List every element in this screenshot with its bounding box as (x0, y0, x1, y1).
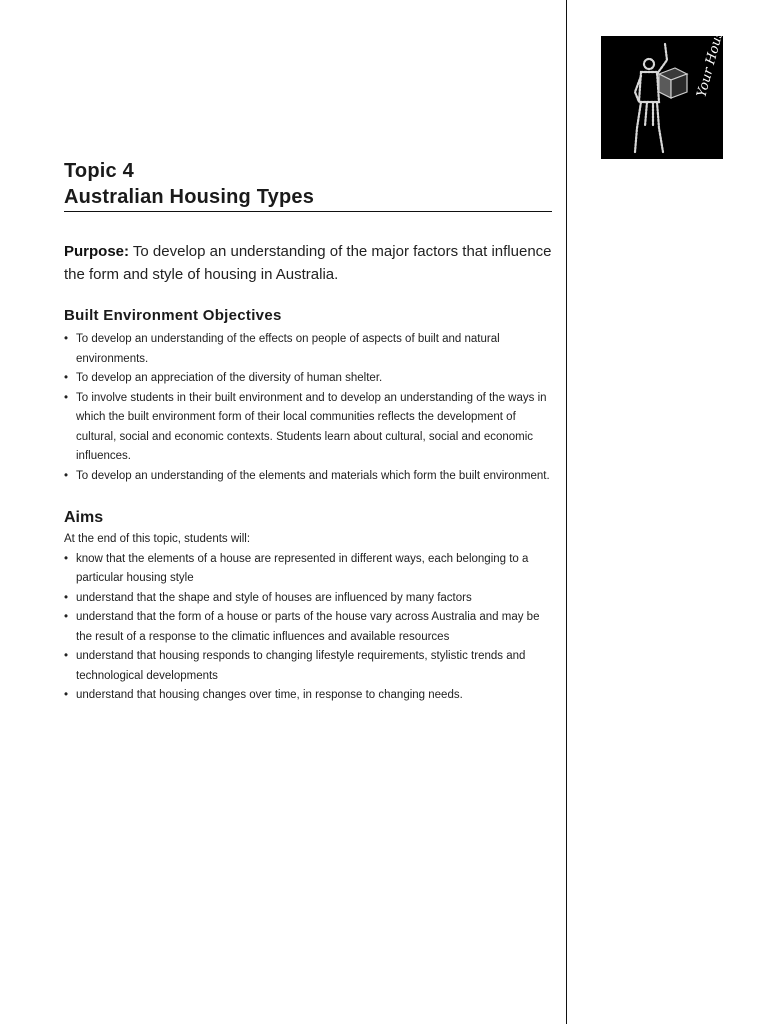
bullet-glyph: • (64, 689, 69, 701)
objective-item (64, 330, 552, 369)
aims-intro: At the end of this topic, students will: (64, 533, 251, 545)
bullet-glyph: • (64, 391, 69, 404)
objective-text: To develop an appreciation of the diversity of human shelter. (76, 372, 383, 384)
bullet-glyph: • (64, 650, 69, 662)
objective-text: To develop an understanding of the effects on people of aspects of built and natural environments. (76, 333, 500, 365)
aim-text: understand that the form of a house or parts of the house vary across Australia and may be the result of a response to the climatic influences and available resources (76, 611, 540, 643)
aims-heading: Aims (64, 509, 104, 526)
logo-text: Your House (694, 21, 729, 100)
aim-item (64, 647, 552, 686)
aims-list (64, 550, 552, 706)
aim-item (64, 589, 552, 609)
main-content (64, 158, 552, 706)
objective-text: To involve students in their built environment and to develop an understanding of the ways in which the built environment form of their local communities reflects the development of cultural, social and economic contexts. Students learn about cultural, social and economic influences. (76, 391, 547, 462)
bullet-glyph: • (64, 552, 69, 565)
bullet-glyph: • (64, 372, 69, 384)
bullet-glyph: • (64, 333, 69, 345)
your-house-logo (601, 21, 729, 159)
purpose-statement (64, 240, 552, 286)
objective-item (64, 467, 552, 487)
aim-text: understand that housing responds to changing lifestyle requirements, stylistic trends and technological developments (76, 650, 526, 682)
objective-text: To develop an understanding of the elements and materials which form the built environment. (76, 469, 550, 482)
bullet-glyph: • (64, 611, 69, 623)
purpose-label: Purpose: (64, 243, 130, 260)
bullet-glyph: • (64, 469, 69, 482)
aim-item (64, 550, 552, 589)
page-divider-rule (566, 0, 567, 1024)
aim-item (64, 686, 552, 706)
aim-text: understand that housing changes over time, in response to changing needs. (76, 689, 463, 701)
topic-number: Topic 4 (64, 160, 134, 182)
objectives-list (64, 330, 552, 486)
objective-item (64, 369, 552, 389)
bullet-glyph: • (64, 591, 69, 604)
aim-item (64, 608, 552, 647)
aim-text: know that the elements of a house are represented in different ways, each belonging to a particular housing style (76, 552, 529, 584)
topic-title: Australian Housing Types (64, 184, 552, 212)
objective-item (64, 389, 552, 467)
aim-text: understand that the shape and style of houses are influenced by many factors (76, 591, 472, 604)
purpose-text: To develop an understanding of the major factors that influence the form and style of housing in Australia. (64, 243, 552, 283)
figure-holding-house-icon (601, 21, 729, 159)
objectives-heading: Built Environment Objectives (64, 307, 282, 324)
